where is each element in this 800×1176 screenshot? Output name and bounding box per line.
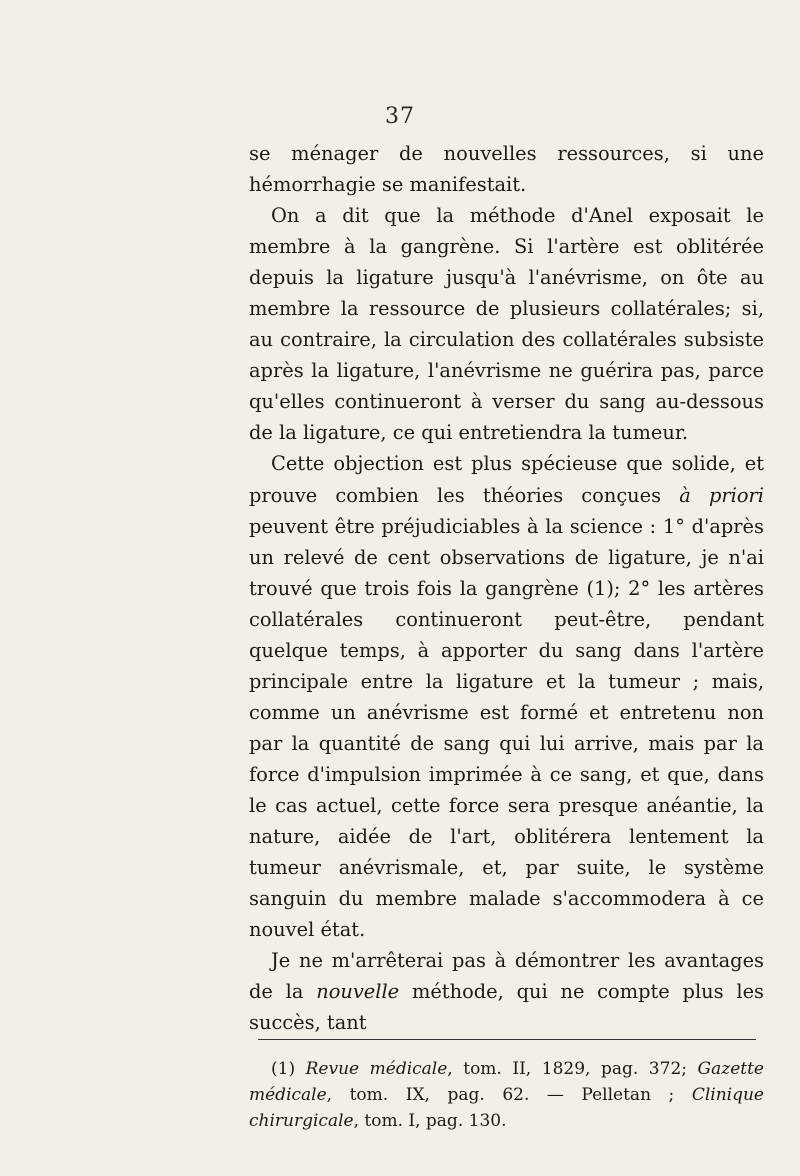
paragraph-4 bbox=[249, 945, 764, 1038]
footnote-ref-1-details: , tom. II, 1829, pag. 372; bbox=[447, 1059, 698, 1079]
footnote-ref-1-title: Revue médicale bbox=[305, 1059, 448, 1079]
page-number: 37 bbox=[385, 104, 415, 129]
body-text bbox=[249, 138, 764, 1038]
footnote-ref-2-title: Gazette médicale bbox=[249, 1059, 764, 1105]
footnote-ref-3-details: , tom. I, pag. 130. bbox=[353, 1111, 507, 1131]
paragraph-3-text-a: Cette objection est plus spécieuse que solide, et prouve combien les théories conçues bbox=[249, 452, 764, 507]
paragraph-1: se ménager de nouvelles ressources, si une hémorrhagie se manifestait. bbox=[249, 142, 764, 197]
paragraph-3-text-b: peuvent être préjudiciables à la science : 1° d'après un relevé de cent observations de ligature, je n'ai trouvé que trois fois la gangrène (1); 2° les artères collatérales continueront peut-être, pendant quelque temps, à apporter du sang dans l'artère principale entre la ligature et la tumeur ; mais, comme un anévrisme est formé et entretenu non par la quantité de sang qui lui arrive, mais par la force d'impulsion imprimée à ce sang, et que, dans le cas actuel, cette force sera presque anéantie, la nature, aidée de l'art, oblitérera lentement la tumeur anévrismale, et, par suite, le système sanguin du membre malade s'accommodera à ce nouvel état. bbox=[249, 514, 764, 942]
paragraph-3-italic: à priori bbox=[679, 483, 764, 507]
footnote-ref-3-title: Clinique chirurgicale bbox=[249, 1085, 764, 1131]
footnote bbox=[249, 1056, 764, 1134]
footnote-ref-2-details: , tom. IX, pag. 62. — Pelletan ; bbox=[326, 1085, 692, 1105]
footnote-separator bbox=[258, 1039, 756, 1040]
paragraph-3 bbox=[249, 448, 764, 945]
paragraph-4-italic: nouvelle bbox=[316, 980, 400, 1004]
paragraph-4-text-b: méthode, qui ne compte plus les succès, tant bbox=[249, 980, 765, 1035]
footnote-marker: (1) bbox=[271, 1059, 306, 1079]
paragraph-4-text-a: Je ne m'arrêterai pas à démontrer les avantages de la bbox=[249, 949, 764, 1004]
footnote-text bbox=[249, 1056, 764, 1134]
paragraph-2: On a dit que la méthode d'Anel exposait le membre à la gangrène. Si l'artère est oblitérée depuis la ligature jusqu'à l'anévrisme, on ôte au membre la ressource de plusieurs collatérales; si, au contraire, la circulation des collatérales subsiste après la ligature, l'anévrisme ne guérira pas, parce qu'elles continueront à verser du sang au-dessous de la ligature, ce qui entretiendra la tumeur. bbox=[249, 204, 764, 445]
